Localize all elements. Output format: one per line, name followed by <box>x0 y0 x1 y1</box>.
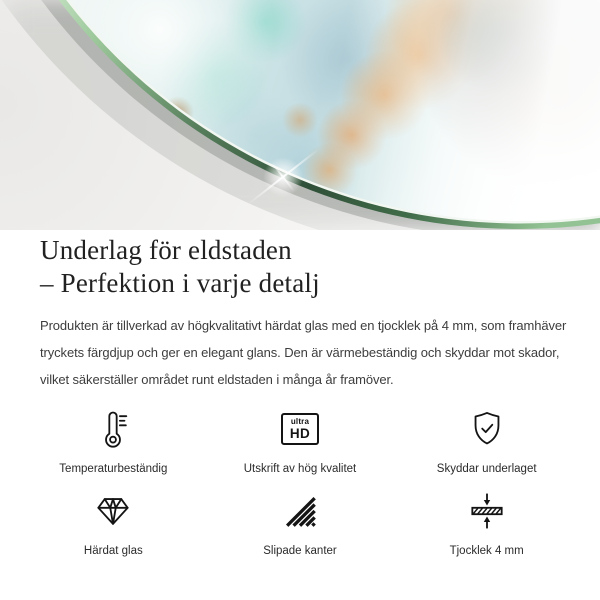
feature-tempered-glass <box>20 489 207 557</box>
product-description-line: vilket säkerställer området runt eldstaden i många år framöver. <box>40 372 394 387</box>
diamond-icon <box>91 489 135 533</box>
page-title-line1: Underlag för eldstaden <box>40 235 292 265</box>
shield-check-icon <box>465 407 509 451</box>
feature-label: Utskrift av hög kvalitet <box>243 463 357 475</box>
feature-grid <box>20 407 580 557</box>
product-description-line: tryckets färgdjup och ger en elegant glans. Den är värmebeständig och skyddar mot skador, <box>40 345 560 360</box>
feature-polished-edges <box>207 489 394 557</box>
feature-label: Skyddar underlaget <box>436 463 537 475</box>
thermometer-icon <box>91 407 135 451</box>
ultra-hd-icon-text-top: ultra <box>290 416 310 426</box>
product-description <box>40 312 567 393</box>
ultra-hd-icon <box>281 407 319 451</box>
feature-protects-surface <box>393 407 580 475</box>
thickness-icon <box>465 489 509 533</box>
feature-print-quality <box>207 407 394 475</box>
product-description-line: Produkten är tillverkad av högkvalitativt härdat glas med en tjocklek på 4 mm, som framhäver <box>40 318 567 333</box>
hero-product-image <box>0 0 600 230</box>
page-title-line2: – Perfektion i varje detalj <box>40 268 320 298</box>
ultra-hd-icon-text-bottom: HD <box>289 425 311 441</box>
feature-label: Slipade kanter <box>263 545 337 557</box>
bevelled-edges-icon <box>278 489 322 533</box>
product-description-section <box>0 234 600 393</box>
feature-label: Härdat glas <box>83 545 143 557</box>
feature-thickness <box>393 489 580 557</box>
feature-temperature-resistant <box>20 407 207 475</box>
feature-label: Temperaturbeständig <box>59 463 168 475</box>
feature-label: Tjocklek 4 mm <box>449 545 524 557</box>
page-title <box>40 234 560 300</box>
